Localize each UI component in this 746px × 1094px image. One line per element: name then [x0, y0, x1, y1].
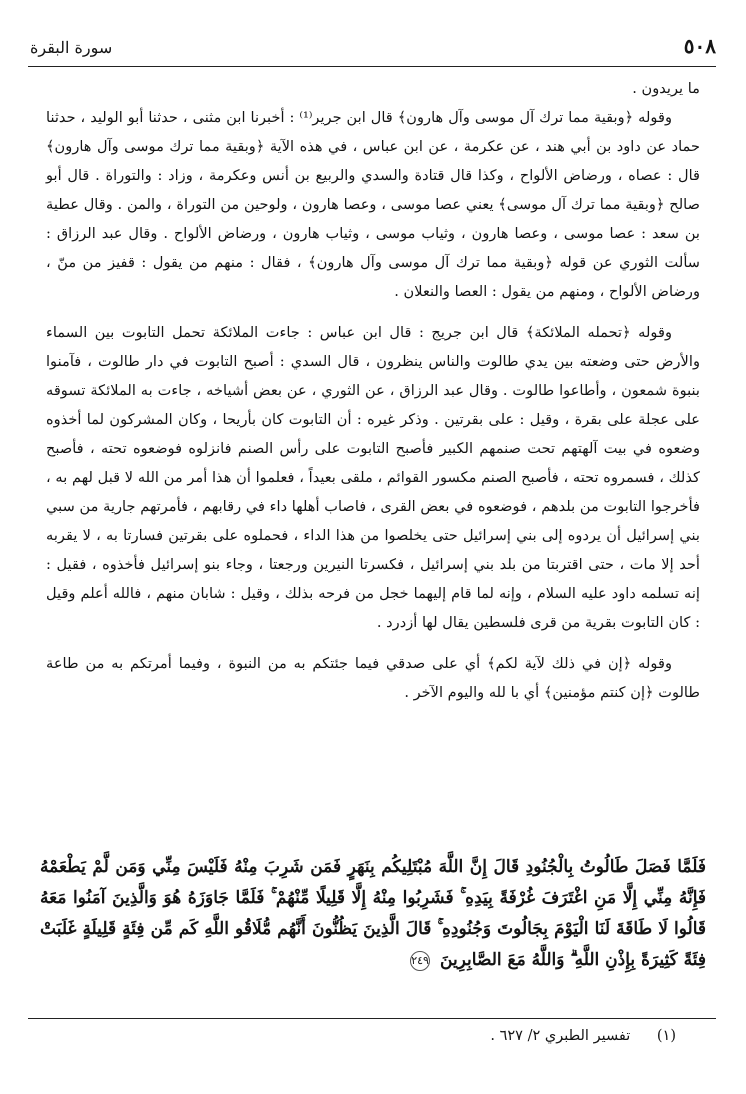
paragraph-continuation: ما يريدون . — [632, 80, 700, 97]
page-header — [28, 30, 716, 67]
commentary-text — [46, 74, 700, 707]
paragraph-aya: وقوله ﴿إن في ذلك لآية لكم﴾ أي على صدقي فيما جئتكم به من النبوة ، وفيما أمرتكم به من طاعة طالوت ﴿إن كنتم مؤمنين﴾ أي با لله واليوم الآخر . — [46, 655, 700, 701]
surah-title: سورة البقرة — [30, 38, 113, 57]
footnote — [490, 1028, 676, 1044]
footnote-number: (١) — [656, 1028, 676, 1044]
page-number: ٥٠٨ — [683, 34, 716, 58]
footnote-divider — [28, 1018, 716, 1019]
footnote-text: تفسير الطبري ٢/ ٦٢٧ . — [490, 1028, 631, 1044]
paragraph-tahmiluhu: وقوله ﴿تحمله الملائكة﴾ قال ابن جريج : قال ابن عباس : جاءت الملائكة تحمل التابوت بين السماء والأرض حتى وضعته بين يدي طالوت والناس ينظرون ، قال السدي : أصبح التابوت في دار طالوت ، فآمنوا بنبوة شمعون ، وأطاعوا طالوت . وقال عبد الرزاق ، عن الثوري ، عن بعض أشياخه ، جاءت به الملائكة تسوقه على عجلة على بقرة ، وقيل : على بقرتين . وذكر غيره : أن التابوت كان بأريحا ، وكان المشركون لما أخذوه وضعوه في بيت آلهتهم تحت صنمهم الكبير فأصبح التابوت على رأس الصنم فانزلوه فوضعوه تحته ، فأصبح كذلك ، فسمروه تحته ، فأصبح الصنم مكسور القوائم ، ملقى بعيداً ، فعلموا أن هذا أمر من الله لا قبل لهم به ، فأخرجوا التابوت من بلدهم ، فوضعوه في بعض القرى ، فاصاب أهلها داء في رقابهم ، فأمرتهم جارية من سبي بني إسرائيل أن يردوه إلى بني إسرائيل حتى يخلصوا من هذا الداء ، فحملوه على بقرتين فسارتا به ، لا يقربه أحد إلا مات ، حتى اقتربتا من بلد بني إسرائيل ، فكسرتا النيرين ورجعتا ، وجاء بنو إسرائيل فأخذوه ، فقيل : إنه تسلمه داود عليه السلام ، وإنه لما قام إليهما خجل من فرحه بذلك ، وقيل : شابان منهم ، فالله أعلم وقيل : كان التابوت بقرية من قرى فلسطين يقال لها أزدرد . — [46, 324, 700, 631]
paragraph-baqiyya: وقوله ﴿وبقية مما ترك آل موسى وآل هارون﴾ قال ابن جرير⁽¹⁾ : أخبرنا ابن مثنى ، حدثنا أبو الوليد ، حدثنا حماد عن داود بن أبي هند ، عن عكرمة ، عن ابن عباس ، في هذه الآية ﴿وبقية مما ترك موسى وآل هارون﴾ قال : عصاه ، ورضاض الألواح ، وكذا قال قتادة والسدي والربيع بن أنس وعكرمة ، وزاد : والتوراة . قال أبو صالح ﴿وبقية مما ترك آل موسى﴾ يعني عصا موسى ، وعصا هارون ، ولوحين من التوراة ، والمن . وقال عطية بن سعد : عصا موسى ، وعصا هارون ، وثياب موسى ، وثياب هارون ، ورضاض الألواح . وقال عبد الرزاق : سألت الثوري عن قوله ﴿وبقية مما ترك آل موسى وآل هارون﴾ ، فقال : منهم من يقول : قفيز من منّ ، ورضاض الألواح ، ومنهم من يقول : العصا والنعلان . — [46, 109, 700, 300]
ayah-number-marker: ٢٤٩ — [410, 951, 430, 971]
quran-verse — [40, 852, 706, 990]
verse-text: فَلَمَّا فَصَلَ طَالُوتُ بِالْجُنُودِ قَالَ إِنَّ اللَّهَ مُبْتَلِيكُم بِنَهَرٍ فَمَن شَرِبَ مِنْهُ فَلَيْسَ مِنِّي وَمَن لَّمْ يَطْعَمْهُ فَإِنَّهُ مِنِّي إِلَّا مَنِ اغْتَرَفَ غُرْفَةً بِيَدِهِ ۚ فَشَرِبُوا مِنْهُ إِلَّا قَلِيلًا مِّنْهُمْ ۚ فَلَمَّا جَاوَزَهُ هُوَ وَالَّذِينَ آمَنُوا مَعَهُ قَالُوا لَا طَاقَةَ لَنَا الْيَوْمَ بِجَالُوتَ وَجُنُودِهِ ۚ قَالَ الَّذِينَ يَظُنُّونَ أَنَّهُم مُّلَاقُو اللَّهِ كَم مِّن فِئَةٍ قَلِيلَةٍ غَلَبَتْ فِئَةً كَثِيرَةً بِإِذْنِ اللَّهِ ۗ وَاللَّهُ مَعَ الصَّابِرِينَ — [40, 857, 706, 970]
